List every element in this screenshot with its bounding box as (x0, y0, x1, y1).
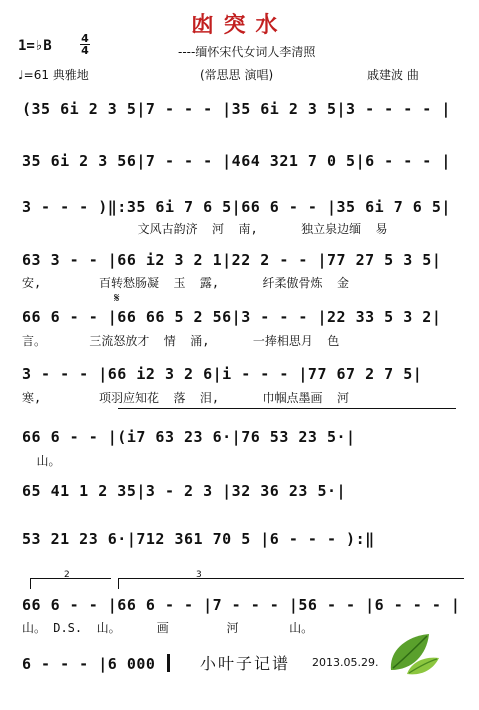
notation-line-9: 53 21 23 6·|712 361 70 5 |6 - - - ):‖ (22, 530, 375, 548)
volta-second-label: 3 (196, 570, 202, 580)
notation-line-3: 3 - - - )‖:35 6i 7 6 5|66 6 - - |35 6i 7 6 5| (22, 198, 451, 216)
composer-credit: 戚建波 曲 (367, 68, 419, 82)
lyrics-line-4: 安, 百转愁肠凝 玉 露, 纤柔傲骨炼 金 (22, 276, 349, 290)
notation-line-8: 65 41 1 2 35|3 - 2 3 |32 36 23 5·| (22, 482, 347, 500)
notation-line-1: (35 6i 2 3 5|7 - - - |35 6i 2 3 5|3 - - - - | (22, 100, 451, 118)
tempo-marking: ♩=61 典雅地 (18, 68, 89, 82)
notation-line-7: 66 6 - - |(i7 63 23 6·|76 53 23 5·| (22, 428, 356, 446)
notation-line-6: 3 - - - |66 i2 3 2 6|i - - - |77 67 2 7 5| (22, 365, 423, 383)
notation-line-11: 6 - - - |6 000 (22, 655, 156, 673)
transcription-date: 2013.05.29. (312, 656, 379, 669)
lyrics-line-5: 言。 三流怒放才 情 涌, 一捧相思月 色 (22, 334, 340, 348)
tea-leaf-icon (385, 630, 441, 682)
notation-line-4: 63 3 - - |66 i2 3 2 1|22 2 - - |77 27 5 3 5| (22, 251, 442, 269)
lyrics-line-6: 寒, 项羽应知花 落 泪, 巾帼点墨画 河 (22, 391, 349, 405)
time-signature-bottom: 4 (81, 44, 89, 57)
notation-line-2: 35 6i 2 3 56|7 - - - |464 321 7 0 5|6 - - - | (22, 152, 451, 170)
transcriber-name: 小叶子记谱 (200, 654, 291, 673)
volta-bracket-top (118, 408, 456, 409)
key-signature: 1=♭B (18, 38, 52, 54)
subtitle: ----缅怀宋代女词人李清照 (178, 45, 316, 59)
notation-line-10: 66 6 - - |66 6 - - |7 - - - |56 - - |6 - - - | (22, 596, 461, 614)
notation-line-5: 66 6 - - |66 66 5 2 56|3 - - - |22 33 5 3 2| (22, 308, 442, 326)
volta-second-ending (118, 578, 464, 589)
lyrics-line-7: 山。 (22, 454, 61, 468)
volta-first-label: 2 (64, 570, 70, 580)
segno-sign: 𝄋 (114, 291, 120, 306)
song-title: 凼突水 (191, 12, 288, 38)
lyrics-line-10: 山。 D.S. 山。 画 河 山。 (22, 621, 314, 635)
final-barline (167, 654, 170, 672)
volta-first-ending (30, 578, 111, 589)
time-signature-top: 4 (81, 32, 89, 45)
lyrics-line-3: 文风古韵济 河 南, 独立泉边缅 易 (22, 222, 388, 236)
time-signature (80, 33, 90, 56)
singer-credit: (常思思 演唱) (200, 68, 274, 82)
